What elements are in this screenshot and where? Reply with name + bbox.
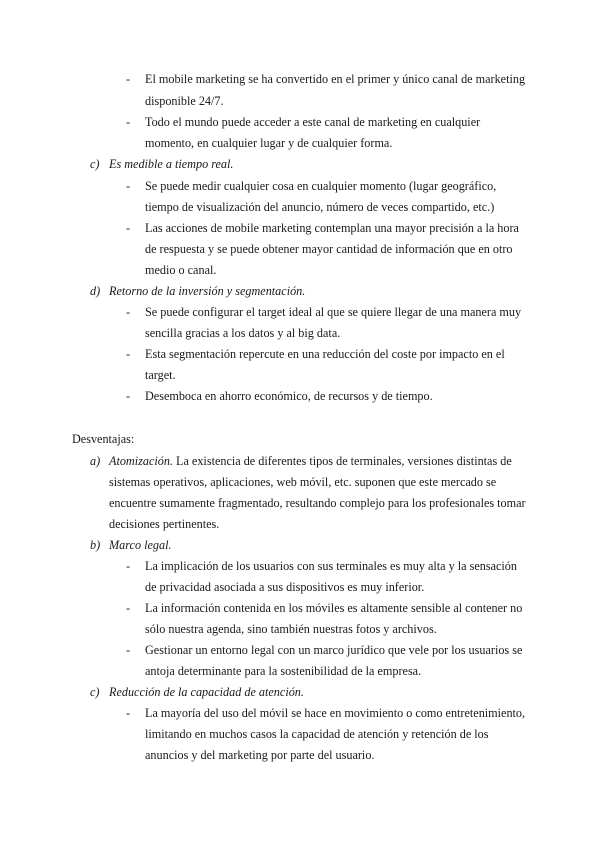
- bullet-dash: -: [126, 706, 131, 720]
- item-text: decisiones pertinentes.: [109, 517, 220, 531]
- bullet-text: Esta segmentación repercute en una reducción del coste por impacto en el: [145, 347, 505, 361]
- list-marker: c): [90, 157, 100, 171]
- bullet-text: Se puede medir cualquier cosa en cualquier momento (lugar geográfico,: [145, 179, 497, 193]
- bullet-dash: -: [126, 559, 131, 573]
- bullet-dash: -: [126, 389, 131, 403]
- list-marker: a): [90, 454, 101, 468]
- item-first-line: [109, 453, 512, 469]
- bullet-text: Las acciones de mobile marketing contemplan una mayor precisión a la hora: [145, 221, 519, 235]
- bullet-text: tiempo de visualización del anuncio, número de veces compartido, etc.): [145, 200, 495, 214]
- bullet-text: sólo nuestra agenda, sino también nuestras fotos y archivos.: [145, 622, 437, 636]
- list-marker: c): [90, 685, 100, 699]
- section-heading: Reducción de la capacidad de atención.: [109, 685, 304, 699]
- bullet-text: El mobile marketing se ha convertido en el primer y único canal de marketing: [145, 72, 526, 86]
- bullet-dash: -: [126, 643, 131, 657]
- bullet-text: Todo el mundo puede acceder a este canal de marketing en cualquier: [145, 115, 481, 129]
- bullet-text: La mayoría del uso del móvil se hace en movimiento o como entretenimiento,: [145, 706, 526, 720]
- item-text: sistemas operativos, aplicaciones, web móvil, etc. suponen que este mercado se: [109, 475, 497, 489]
- section-heading: Retorno de la inversión y segmentación.: [109, 284, 306, 298]
- section-heading: Marco legal.: [109, 538, 172, 552]
- bullet-text: anuncios y del marketing por parte del usuario.: [145, 748, 375, 762]
- bullet-text: Desemboca en ahorro económico, de recursos y de tiempo.: [145, 389, 433, 403]
- bullet-text: momento, en cualquier lugar y de cualquier forma.: [145, 136, 393, 150]
- bullet-text: sencilla gracias a los datos y al big data.: [145, 326, 341, 340]
- bullet-dash: -: [126, 347, 131, 361]
- bullet-text: de respuesta y se puede obtener mayor cantidad de información que en otro: [145, 242, 513, 256]
- section-heading: Es medible a tiempo real.: [109, 157, 234, 171]
- bullet-text: disponible 24/7.: [145, 94, 224, 108]
- bullet-text: medio o canal.: [145, 263, 217, 277]
- bullet-text: La implicación de los usuarios con sus terminales es muy alta y la sensación: [145, 559, 517, 573]
- bullet-dash: -: [126, 221, 131, 235]
- bullet-dash: -: [126, 72, 131, 86]
- bullet-dash: -: [126, 601, 131, 615]
- bullet-dash: -: [126, 115, 131, 129]
- bullet-text: target.: [145, 368, 176, 382]
- bullet-dash: -: [126, 179, 131, 193]
- bullet-text: antoja determinante para la sostenibilidad de la empresa.: [145, 664, 422, 678]
- list-marker: b): [90, 538, 101, 552]
- list-marker: d): [90, 284, 101, 298]
- bullet-text: limitando en muchos casos la capacidad de atención y retención de los: [145, 727, 489, 741]
- item-text: La existencia de diferentes tipos de terminales, versiones distintas de: [172, 454, 512, 468]
- bullet-text: La información contenida en los móviles es altamente sensible al contener no: [145, 601, 523, 615]
- item-text: encuentre sumamente fragmentado, resultando complejo para los profesionales tomar: [109, 496, 526, 510]
- item-heading: Atomización.: [109, 454, 173, 468]
- bullet-text: Gestionar un entorno legal con un marco jurídico que vele por los usuarios se: [145, 643, 523, 657]
- bullet-text: de privacidad asociada a sus dispositivos es muy inferior.: [145, 580, 425, 594]
- bullet-dash: -: [126, 305, 131, 319]
- bullet-text: Se puede configurar el target ideal al que se quiere llegar de una manera muy: [145, 305, 522, 319]
- section-title: Desventajas:: [72, 432, 135, 446]
